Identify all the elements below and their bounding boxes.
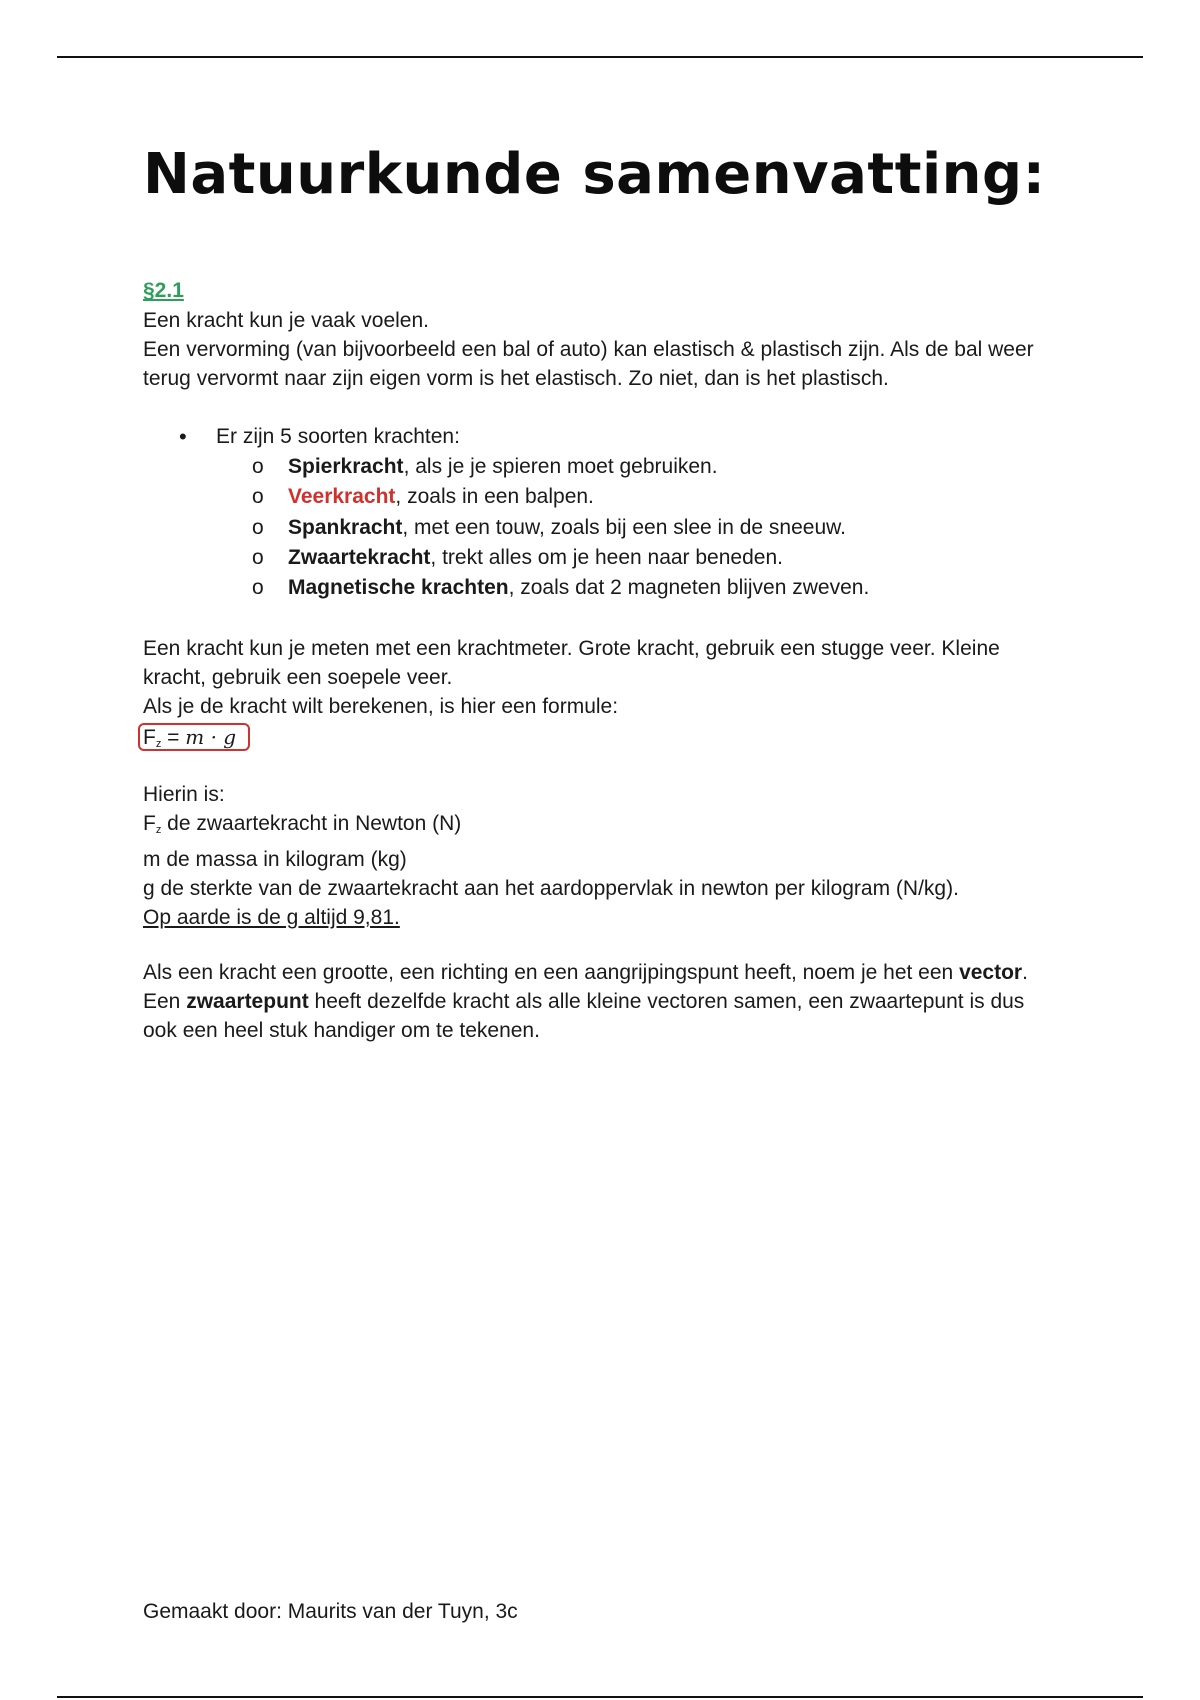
sub-list (143, 452, 1063, 603)
formula-lhs: F (143, 726, 156, 749)
section-heading[interactable]: §2.1 (143, 279, 184, 302)
bottom-rule (57, 1696, 1143, 1698)
bullet-label: Er zijn 5 soorten krachten: (216, 425, 460, 448)
vector-text-1: Als een kracht een grootte, een richting en een aangrijpingspunt heeft, noem je het een (143, 961, 960, 984)
list-item (143, 573, 1063, 603)
legend-m: m de massa in kilogram (kg) (143, 848, 407, 871)
term-spierkracht: Spierkracht (288, 455, 404, 478)
circle-bullet-icon: o (252, 545, 264, 569)
force-types-list (143, 422, 1063, 603)
term-magnetische-krachten: Magnetische krachten (288, 576, 509, 600)
term-description: , zoals dat 2 magneten blijven zweven. (508, 576, 870, 600)
list-item (143, 482, 1063, 512)
legend-fz (143, 809, 1063, 845)
term-spankracht: Spankracht (288, 515, 403, 539)
term-description: , zoals in een balpen. (395, 485, 594, 509)
legend-block (143, 780, 1063, 932)
formula-rhs: m · g (185, 725, 237, 749)
circle-bullet-icon: o (252, 515, 264, 539)
bullet-item (143, 422, 1063, 452)
term-description: , met een touw, zoals bij een slee in de sneeuw. (402, 515, 846, 539)
document-title: Natuurkunde samenvatting: (143, 142, 1046, 207)
formula-equals: = (161, 726, 186, 749)
legend-fz-prefix: F (143, 812, 156, 835)
legend-g: g de sterkte van de zwaartekracht aan het aardoppervlak in newton per kilogram (N/kg). (143, 877, 959, 900)
circle-bullet-icon: o (252, 455, 264, 478)
top-rule (57, 56, 1143, 58)
list-item (143, 513, 1063, 543)
circle-bullet-icon: o (252, 485, 264, 509)
bullet-icon: • (179, 424, 187, 449)
legend-intro: Hierin is: (143, 783, 225, 806)
formula-intro: Als je de kracht wilt berekenen, is hier een formule: (143, 695, 619, 718)
circle-bullet-icon: o (252, 576, 264, 600)
list-item (143, 543, 1063, 573)
vector-paragraph (143, 958, 1063, 1045)
vector-block (143, 958, 1063, 1045)
term-description: , trekt alles om je heen naar beneden. (430, 545, 783, 569)
term-zwaartekracht: Zwaartekracht (288, 545, 431, 569)
footer-author: Gemaakt door: Maurits van der Tuyn, 3c (143, 1600, 518, 1623)
list-item (143, 452, 1063, 482)
measure-block (143, 634, 1063, 721)
intro-paragraph: Een vervorming (van bijvoorbeeld een bal of auto) kan elastisch & plastisch zijn. Als de bal weer terug vervormt naar zijn eigen vorm is het elastisch. Zo niet, dan is het plastisch. (143, 338, 1034, 390)
measure-paragraph: Een kracht kun je meten met een krachtmeter. Grote kracht, gebruik een stugge veer. Kleine kracht, gebruik een soepele veer. (143, 637, 1000, 689)
vector-term: vector (959, 961, 1023, 984)
zwaartepunt-term: zwaartepunt (186, 990, 309, 1013)
formula-subscript: z (155, 738, 162, 750)
intro-block (143, 306, 1063, 393)
formula (143, 723, 236, 759)
vector-text-3: heeft dezelfde kracht als alle kleine vectoren samen, een zwaartepunt is dus ook een heel stuk handiger om te tekenen. (143, 990, 1025, 1042)
legend-fz-subscript: z (155, 824, 162, 836)
term-description: , als je je spieren moet gebruiken. (403, 455, 718, 478)
vector-text-2: . Een (143, 961, 1028, 1013)
intro-line: Een kracht kun je vaak voelen. (143, 309, 430, 332)
earth-note: Op aarde is de g altijd 9,81. (143, 906, 400, 929)
term-veerkracht: Veerkracht (288, 485, 396, 509)
legend-fz-text: de zwaartekracht in Newton (N) (161, 812, 462, 835)
